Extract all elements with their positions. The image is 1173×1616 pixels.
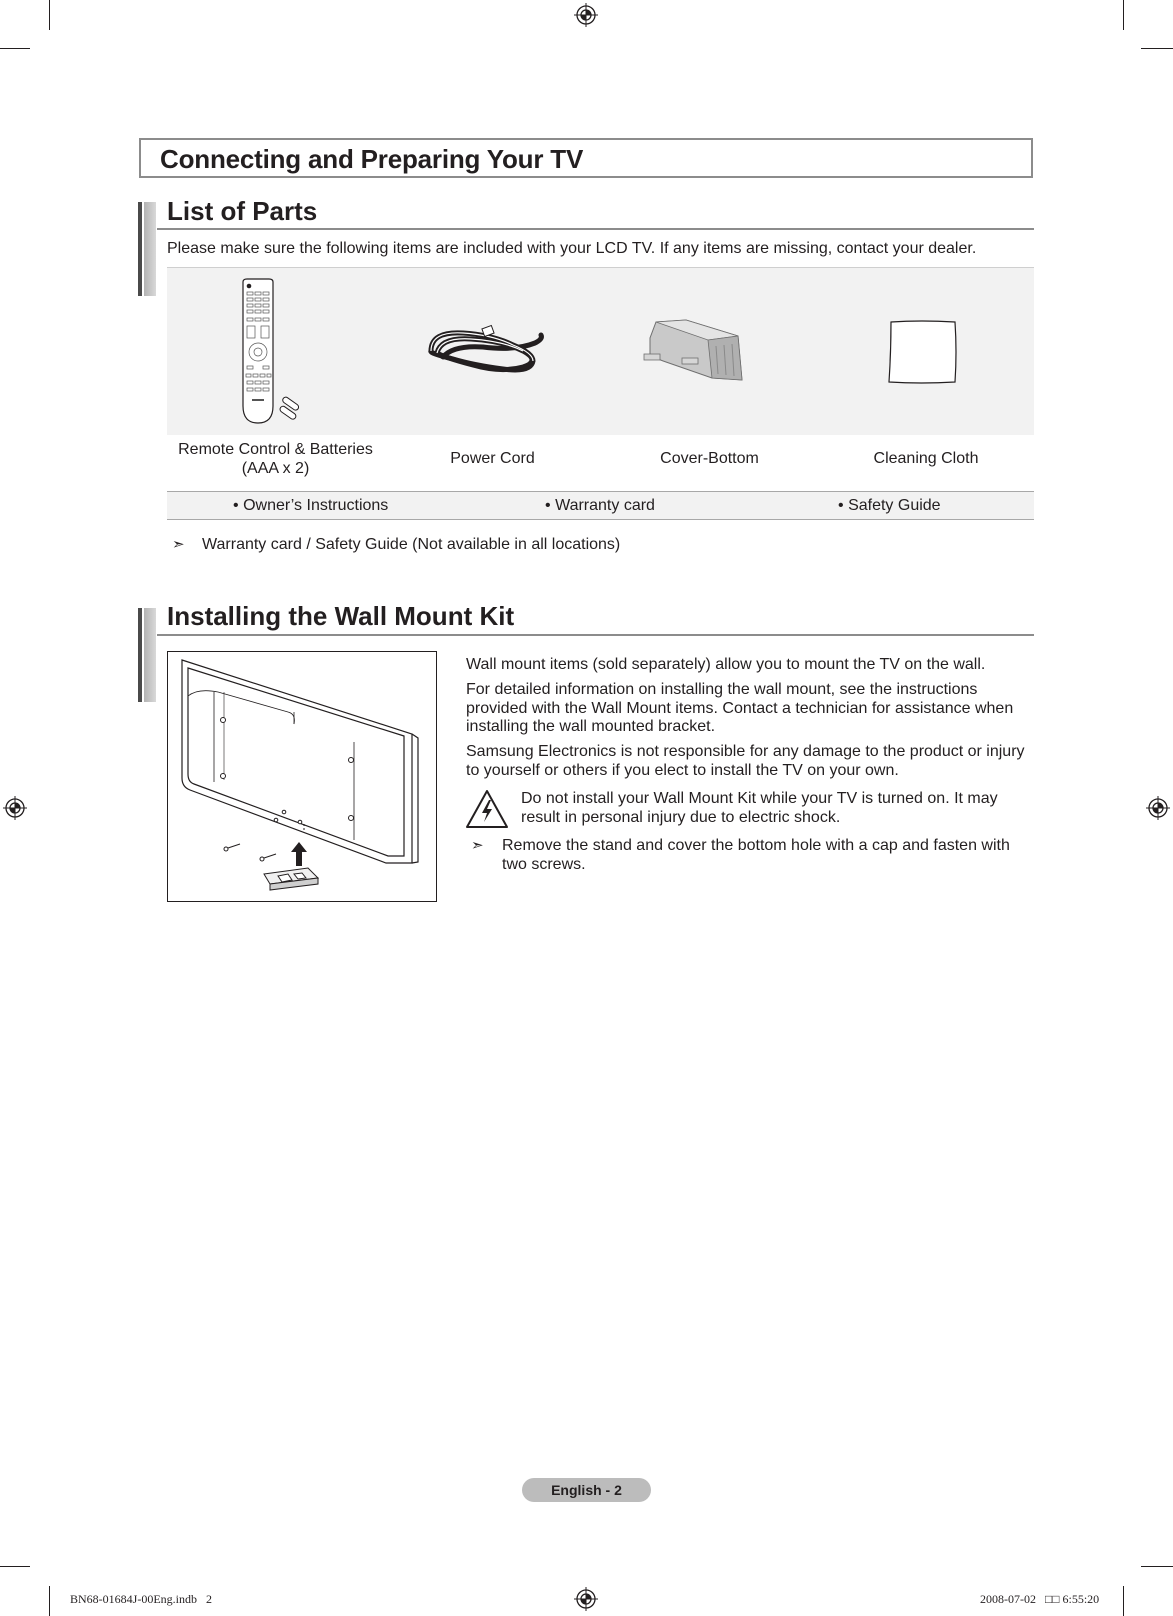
- section-rule: [157, 634, 1034, 636]
- registration-mark-icon: [3, 796, 27, 820]
- registration-mark-icon: [574, 1587, 598, 1611]
- crop-mark: [1123, 0, 1124, 30]
- text-line: provided with the Wall Mount items. Contact a technician for assistance when: [466, 699, 1014, 717]
- extras-row: [167, 491, 1034, 520]
- wall-mount-warning: [521, 790, 998, 827]
- text-line: result in personal injury due to electric shock.: [521, 808, 841, 826]
- parts-illustration-panel: [167, 267, 1034, 435]
- crop-mark: [1123, 1586, 1124, 1616]
- tv-back-illustration: [168, 652, 436, 901]
- extra-item-label: Safety Guide: [848, 497, 941, 514]
- section-rule: [157, 228, 1034, 230]
- wall-mount-para-1: Wall mount items (sold separately) allow you to mount the TV on the wall.: [466, 656, 986, 673]
- text-line: Do not install your Wall Mount Kit while your TV is turned on. It may: [521, 790, 998, 807]
- bullet: •: [233, 497, 239, 514]
- note-arrow-icon: ➣: [172, 536, 185, 553]
- note-arrow-icon: ➣: [471, 837, 484, 854]
- part-label-line: Remote Control & Batteries: [178, 441, 373, 458]
- wall-mount-note-text: [502, 837, 1010, 874]
- page-number-badge: English - 2: [522, 1478, 651, 1502]
- registration-mark-icon: [1146, 796, 1170, 820]
- cover-bottom-icon: [642, 318, 752, 388]
- list-item: [838, 497, 941, 515]
- extra-item-label: Owner’s Instructions: [243, 497, 389, 514]
- part-label-line: (AAA x 2): [241, 460, 310, 477]
- power-cord-icon: [423, 323, 553, 378]
- part-label-power-cord: Power Cord: [450, 450, 535, 467]
- crop-mark: [49, 1586, 50, 1616]
- cleaning-cloth-icon: [885, 318, 961, 388]
- text-line: Remove the stand and cover the bottom hole with a cap and fasten with: [502, 837, 1010, 854]
- text-line: For detailed information on installing the wall mount, see the instructions: [466, 681, 978, 698]
- part-label-remote: [167, 440, 384, 478]
- text-line: to yourself or others if you elect to install the TV on your own.: [466, 761, 899, 779]
- wall-mount-para-3: [466, 743, 1025, 780]
- parts-note: [172, 536, 621, 555]
- list-item: [545, 497, 655, 515]
- crop-mark: [1141, 1566, 1173, 1567]
- slug-left: BN68-01684J-00Eng.indb 2: [70, 1592, 212, 1606]
- remote-control-icon: [235, 278, 315, 426]
- parts-note-text: Warranty card / Safety Guide (Not available in all locations): [202, 536, 621, 553]
- page-title: Connecting and Preparing Your TV: [160, 144, 584, 174]
- wall-mount-note: [471, 837, 1010, 873]
- section-sidebar-bar: [138, 202, 156, 296]
- electric-shock-warning-icon: [465, 789, 509, 829]
- registration-mark-icon: [574, 3, 598, 27]
- bullet: •: [838, 497, 844, 514]
- extra-item-label: Warranty card: [555, 497, 655, 514]
- text-line: two screws.: [502, 855, 586, 873]
- list-of-parts-heading: List of Parts: [167, 196, 318, 226]
- list-item: [233, 497, 388, 515]
- wall-mount-para-2: [466, 681, 1013, 737]
- crop-mark: [0, 48, 30, 49]
- crop-mark: [0, 1566, 30, 1567]
- part-label-cleaning-cloth: Cleaning Cloth: [873, 450, 979, 467]
- text-line: installing the wall mounted bracket.: [466, 718, 716, 735]
- text-line: Samsung Electronics is not responsible for any damage to the product or injury: [466, 743, 1025, 760]
- part-label-cover-bottom: Cover-Bottom: [660, 450, 759, 467]
- list-of-parts-intro: Please make sure the following items are included with your LCD TV. If any items are missing, contact your dealer.: [167, 240, 977, 257]
- bullet: •: [545, 497, 551, 514]
- crop-mark: [49, 0, 50, 30]
- chapter-title-box: [139, 138, 1033, 178]
- crop-mark: [1141, 48, 1173, 49]
- section-sidebar-bar: [138, 608, 156, 702]
- wall-mount-figure: [167, 651, 437, 902]
- slug-right: 2008-07-02 □□ 6:55:20: [980, 1592, 1100, 1606]
- wall-mount-heading: Installing the Wall Mount Kit: [167, 601, 515, 631]
